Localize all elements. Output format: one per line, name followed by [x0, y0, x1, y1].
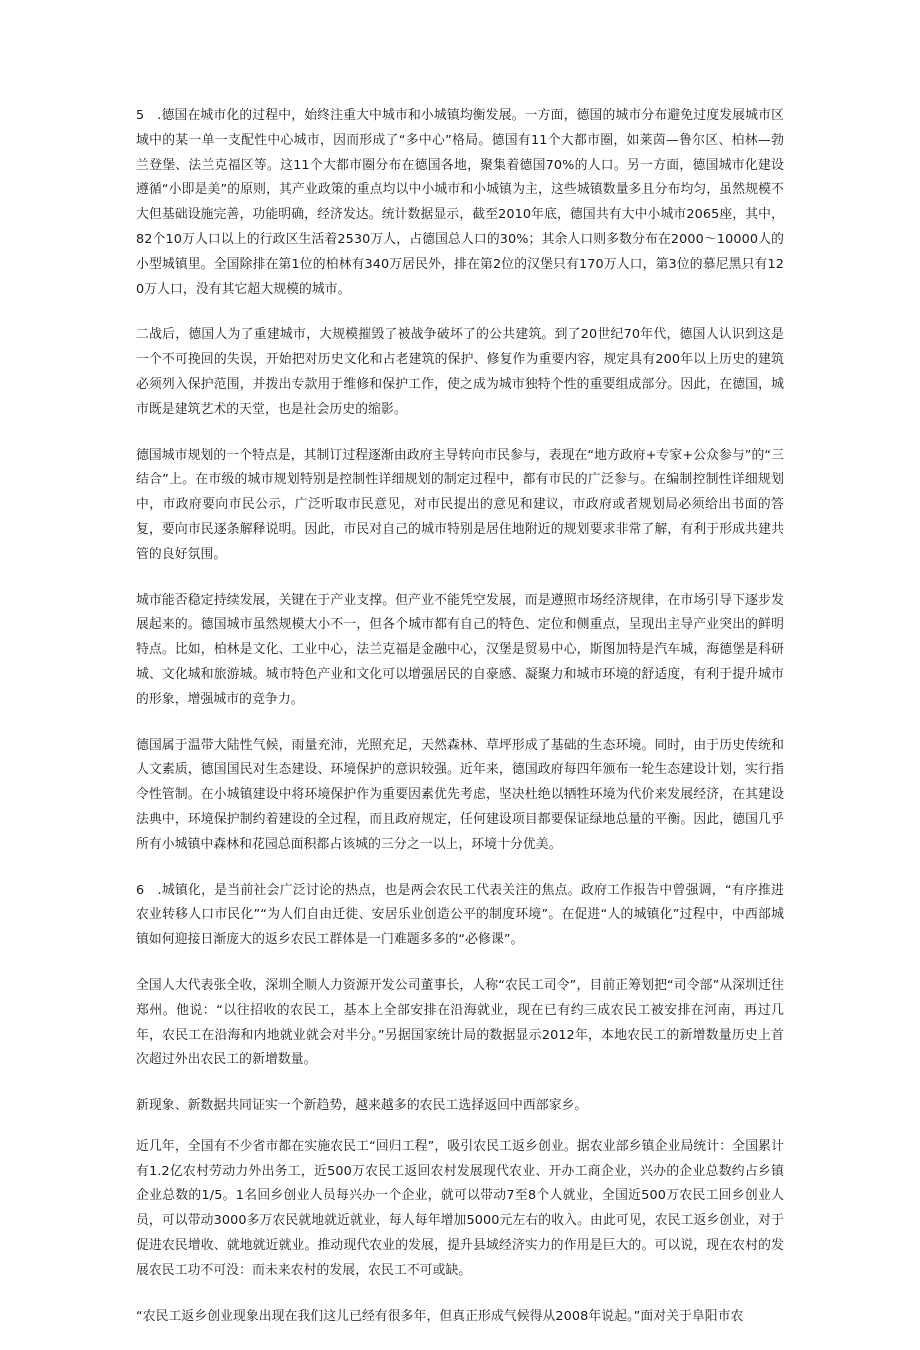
paragraph-new-trend: 新现象、新数据共同证实一个新趋势，越来越多的农民工选择返回中西部家乡。 — [136, 1098, 588, 1114]
paragraph-return-project: 近几年，全国有不少省市都在实施农民工“回归工程”，吸引农民工返乡创业。据农业部乡镇企业局统计：全国累计有1.2亿农村劳动力外出务工，近500万农民工返回农村发展现代农业、开办工商企业，兴办的企业总数约占乡镇企业总数的1/5。1名回乡创业人员每兴办一个企业，就可以带动7至8个人就业，全国近500万农民工回乡创业人员，可以带动3000多万农民就地就近就业，每人每年增加5000元左右的收入。由此可见，农民工返乡创业，对于促进农民增收、就地就近就业。推动现代农业的发展，提升县域经济实力的作用是巨大的。可以说，现在农村的发展农民工功不可没：而未来农村的发展，农民工不可或缺。 — [136, 1138, 784, 1278]
paragraph-urbanization-hotspot: 6 .城镇化，是当前社会广泛讨论的热点，也是两会农民工代表关注的焦点。政府工作报告中曾强调，“有序推进农业转移人口市民化”“为人们自由迁徙、安居乐业创造公平的制度环境”。在促进“人的城镇化”过程中，中西部城镇如何迎接日渐庞大的返乡农民工群体是一门难题多多的“必修课”。 — [136, 882, 784, 948]
paragraph-ecological-environment: 德国属于温带大陆性气候，雨量充沛，光照充足，天然森林、草坪形成了基础的生态环境。同时，由于历史传统和人文素质，德国国民对生态建设、环境保护的意识较强。近年来，德国政府每四年颁布一轮生态建设计划，实行指令性管制。在小城镇建设中将环境保护作为重要因素优先考虑，坚决杜绝以牺牲环境为代价来发展经济，在其建设法典中，环境保护制约着建设的全过程，而且政府规定，任何建设项目都要保证绿地总量的平衡。因此，德国几乎所有小城镇中森林和花园总面积都占该城的三分之一以上，环境十分优美。 — [136, 737, 784, 852]
document-body — [136, 104, 784, 1350]
paragraph-migrant-worker-commander: 全国人大代表张全收，深圳全顺人力资源开发公司董事长，人称“农民工司令”，目前正筹划把“司令部”从深圳迁往郑州。他说：“以往招收的农民工，基本上全部安排在沿海就业，现在已有约三成农民工被安排在河南，再过几年，农民工在沿海和内地就业就会对半分。”另据国家统计局的数据显示2012年，本地农民工的新增数量历史上首次超过外出农民工的新增数量。 — [136, 977, 784, 1068]
paragraph-germany-urbanization-balance: 5 .德国在城市化的过程中，始终注重大中城市和小城镇均衡发展。一方面，德国的城市分布避免过度发展城市区域中的某一单一支配性中心城市，因而形成了“多中心”格局。德国有11个大都市圈，如莱茵—鲁尔区、柏林—勃兰登堡、法兰克福区等。这11个大都市圈分布在德国各地，聚集着德国70%的人口。另一方面，德国城市化建设遵循“小即是美”的原则，其产业政策的重点均以中小城市和小城镇为主，这些城镇数量多且分布均匀，虽然规模不大但基础设施完善，功能明确，经济发达。统计数据显示，截至2010年底，德国共有大中小城市2065座，其中，82个10万人口以上的行政区生活着2530万人，占德国总人口的30%；其余人口则多数分布在2000〜10000人的小型城镇里。全国除排在第1位的柏林有340万居民外，排在第2位的汉堡只有170万人口，第3位的慕尼黑只有120万人口，没有其它超大规模的城市。 — [136, 108, 784, 297]
paragraph-fuyang-quote: “农民工返乡创业现象出现在我们这儿已经有很多年，但真正形成气候得从2008年说起。”面对关于阜阳市农 — [136, 1308, 744, 1324]
paragraph-postwar-heritage-protection: 二战后，德国人为了重建城市，大规模摧毁了被战争破坏了的公共建筑。到了20世纪70年代，德国人认识到这是一个不可挽回的失误，开始把对历史文化和占老建筑的保护、修复作为重要内容，规定具有200年以上历史的建筑必须列入保护范围，并拨出专款用于维修和保护工作，使之成为城市独特个性的重要组成部分。因此，在德国，城市既是建筑艺术的天堂，也是社会历史的缩影。 — [136, 327, 784, 417]
paragraph-industry-support: 城市能否稳定持续发展，关键在于产业支撑。但产业不能凭空发展，而是遵照市场经济规律，在市场引导下逐步发展起来的。德国城市虽然规模大小不一，但各个城市都有自己的特色、定位和侧重点，呈现出主导产业突出的鲜明特点。比如，柏林是文化、工业中心，法兰克福是金融中心，汉堡是贸易中心，斯图加特是汽车城，海德堡是科研城、文化城和旅游城。城市特色产业和文化可以增强居民的自豪感、凝聚力和城市环境的舒适度，有利于提升城市的形象，增强城市的竞争力。 — [136, 592, 784, 707]
paragraph-citizen-participation-planning: 德国城市规划的一个特点是，其制订过程逐渐由政府主导转向市民参与，表现在“地方政府+专家+公众参与”的“三结合”上。在市级的城市规划特别是控制性详细规划的制定过程中，都有市民的广泛参与。在编制控制性详细规划中，市政府要向市民公示，广泛听取市民意见，对市民提出的意见和建议，市政府或者规划局必须给出书面的答复，要向市民逐条解释说明。因此，市民对自己的城市特别是居住地附近的规划要求非常了解，有利于形成共建共管的良好氛围。 — [136, 447, 784, 562]
